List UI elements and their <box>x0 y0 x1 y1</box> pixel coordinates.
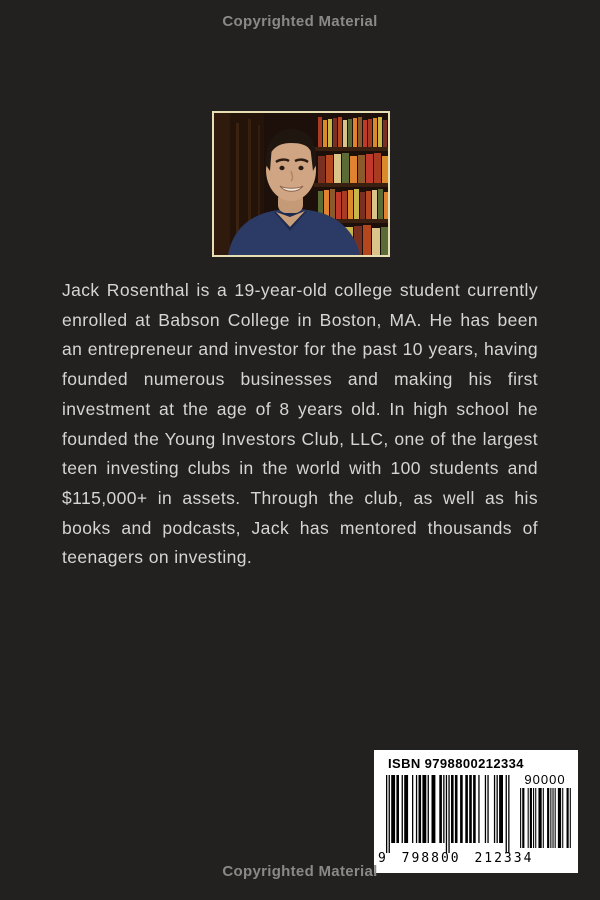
copyrighted-material-top: Copyrighted Material <box>222 13 378 30</box>
isbn-barcode <box>374 750 578 873</box>
ean13-barcode <box>386 775 510 855</box>
price-code: 90000 <box>524 772 566 787</box>
author-photo <box>212 111 390 257</box>
author-bio: Jack Rosenthal is a 19-year-old college student currently enrolled at Babson College in Boston, MA. He has been an entrepreneur and investor for the past 10 years, having founded numerous businesses and making his first investment at the age of 8 years old. In high school he founded the Young Investors Club, LLC, one of the largest teen investing clubs in the world with 100 students and $115,000+ in assets. Through the club, as well as his books and podcasts, Jack has mentored thousands of teenagers on investing. <box>62 280 538 568</box>
left-eye <box>279 166 284 170</box>
right-eye <box>298 166 303 170</box>
copyrighted-material-bottom: Copyrighted Material <box>222 863 378 880</box>
ean5-addon-barcode <box>519 788 571 848</box>
isbn-digits: 9 798800 212334 <box>378 851 534 866</box>
author-photo-illustration <box>214 113 388 255</box>
isbn-label: ISBN 9798800212334 <box>388 756 524 771</box>
barcode-addon <box>518 772 572 848</box>
